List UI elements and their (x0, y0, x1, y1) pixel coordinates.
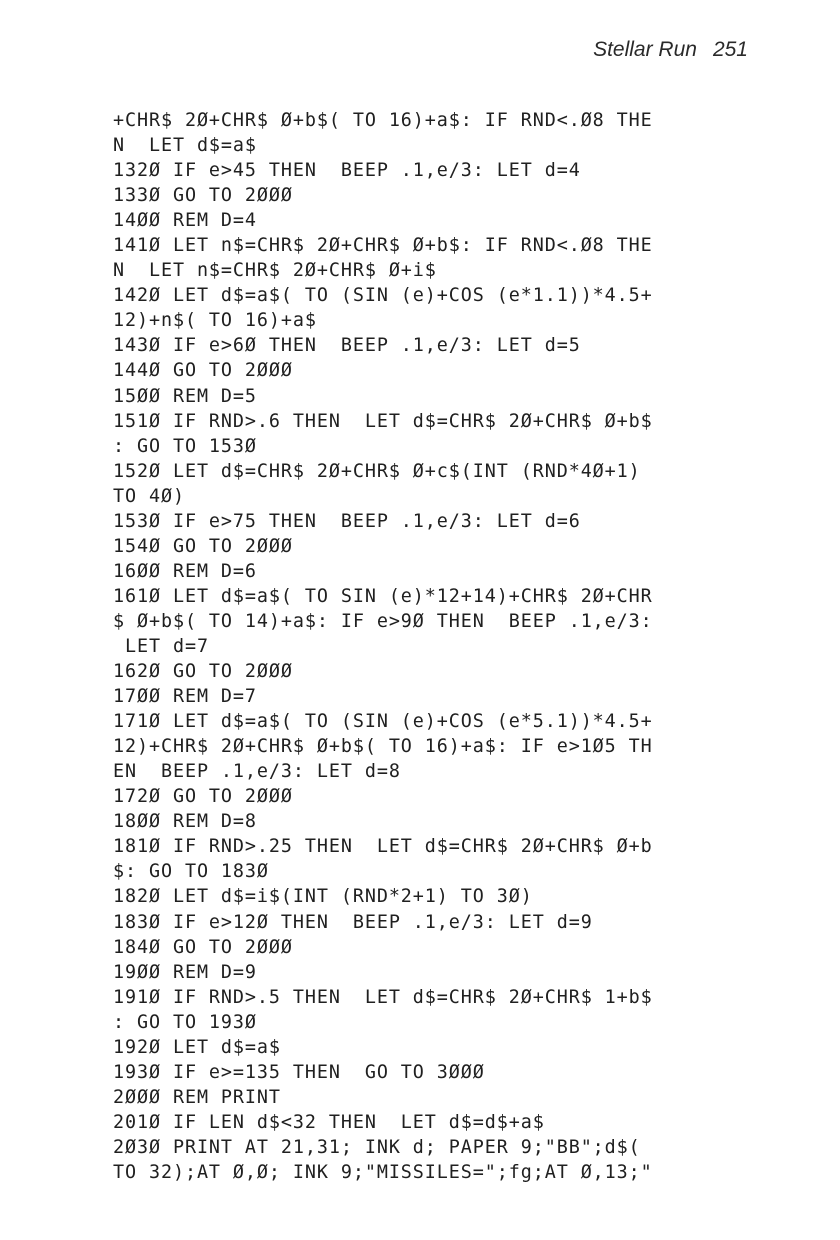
code-line: 132Ø IF e>45 THEN BEEP .1,e/3: LET d=4 (113, 160, 581, 182)
code-line: $: GO TO 183Ø (113, 861, 269, 883)
code-line: 171Ø LET d$=a$( TO (SIN (e)+COS (e*5.1))*4.5+ (113, 711, 653, 733)
code-line: N LET n$=CHR$ 2Ø+CHR$ Ø+i$ (113, 260, 437, 282)
code-line: 16ØØ REM D=6 (113, 560, 257, 582)
code-line: $ Ø+b$( TO 14)+a$: IF e>9Ø THEN BEEP .1,e/3: (113, 610, 653, 632)
code-line: 192Ø LET d$=a$ (113, 1036, 281, 1058)
code-line: : GO TO 193Ø (113, 1011, 257, 1033)
code-line: 153Ø IF e>75 THEN BEEP .1,e/3: LET d=6 (113, 510, 581, 532)
code-line: 161Ø LET d$=a$( TO SIN (e)*12+14)+CHR$ 2Ø+CHR (113, 585, 653, 607)
code-line: 184Ø GO TO 2ØØØ (113, 936, 293, 958)
code-line: TO 32);AT Ø,Ø; INK 9;"MISSILES=";fg;AT Ø,13;" (113, 1161, 653, 1183)
code-line: 133Ø GO TO 2ØØØ (113, 185, 293, 207)
code-line: : GO TO 153Ø (113, 435, 257, 457)
code-line: 142Ø LET d$=a$( TO (SIN (e)+COS (e*1.1))*4.5+ (113, 285, 653, 307)
code-line: N LET d$=a$ (113, 135, 257, 157)
code-line: 15ØØ REM D=5 (113, 385, 257, 407)
code-line: 14ØØ REM D=4 (113, 210, 257, 232)
code-line: 143Ø IF e>6Ø THEN BEEP .1,e/3: LET d=5 (113, 335, 581, 357)
code-line: 2Ø3Ø PRINT AT 21,31; INK d; PAPER 9;"BB";d$( (113, 1136, 641, 1158)
code-line: +CHR$ 2Ø+CHR$ Ø+b$( TO 16)+a$: IF RND<.Ø8 THE (113, 110, 653, 131)
code-line: LET d=7 (113, 635, 209, 657)
code-line: 12)+n$( TO 16)+a$ (113, 310, 317, 332)
code-line: 201Ø IF LEN d$<32 THEN LET d$=d$+a$ (113, 1111, 545, 1133)
code-line: 172Ø GO TO 2ØØØ (113, 786, 293, 808)
code-line: 154Ø GO TO 2ØØØ (113, 535, 293, 557)
code-line: 141Ø LET n$=CHR$ 2Ø+CHR$ Ø+b$: IF RND<.Ø8 THE (113, 235, 653, 257)
code-line: 183Ø IF e>12Ø THEN BEEP .1,e/3: LET d=9 (113, 911, 593, 933)
code-line: 191Ø IF RND>.5 THEN LET d$=CHR$ 2Ø+CHR$ 1+b$ (113, 986, 653, 1008)
code-line: 12)+CHR$ 2Ø+CHR$ Ø+b$( TO 16)+a$: IF e>1Ø5 TH (113, 736, 653, 758)
code-line: 2ØØØ REM PRINT (113, 1086, 281, 1108)
running-header (593, 38, 748, 62)
code-line: 19ØØ REM D=9 (113, 961, 257, 983)
code-line: 17ØØ REM D=7 (113, 686, 257, 708)
code-line: 144Ø GO TO 2ØØØ (113, 360, 293, 382)
code-line: 152Ø LET d$=CHR$ 2Ø+CHR$ Ø+c$(INT (RND*4Ø+1) (113, 460, 641, 482)
code-line: 162Ø GO TO 2ØØØ (113, 661, 293, 683)
code-line: 151Ø IF RND>.6 THEN LET d$=CHR$ 2Ø+CHR$ Ø+b$ (113, 410, 653, 432)
code-line: TO 4Ø) (113, 485, 185, 507)
code-line: 182Ø LET d$=i$(INT (RND*2+1) TO 3Ø) (113, 886, 533, 908)
book-title: Stellar Run (593, 38, 697, 61)
code-line: 18ØØ REM D=8 (113, 811, 257, 833)
code-line: 193Ø IF e>=135 THEN GO TO 3ØØØ (113, 1061, 485, 1083)
basic-code-listing (113, 108, 773, 1185)
code-line: EN BEEP .1,e/3: LET d=8 (113, 761, 401, 783)
code-line: 181Ø IF RND>.25 THEN LET d$=CHR$ 2Ø+CHR$ Ø+b (113, 836, 653, 858)
page-number: 251 (712, 38, 748, 61)
